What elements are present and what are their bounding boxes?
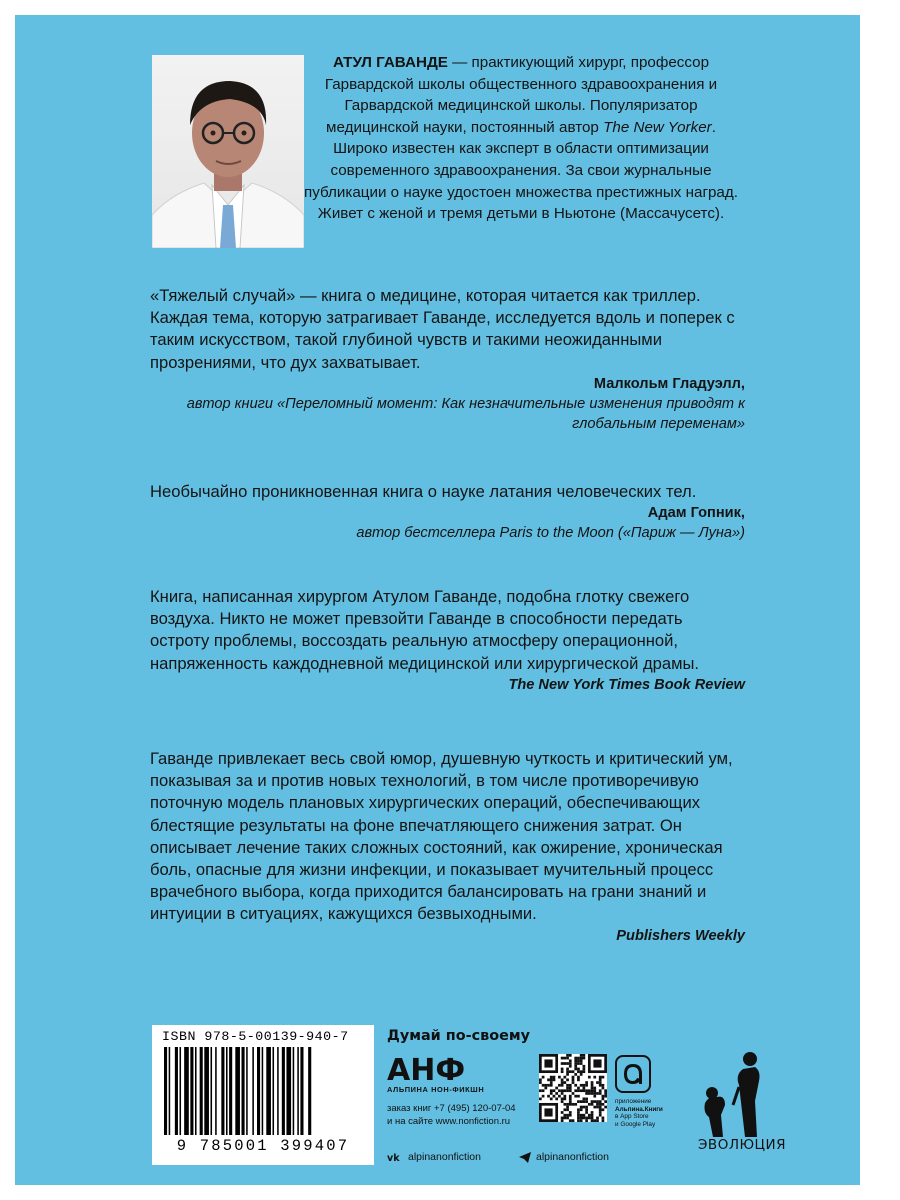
qr-module bbox=[539, 1089, 542, 1092]
qr-module bbox=[566, 1078, 569, 1081]
quote-attribution bbox=[150, 503, 745, 543]
qr-module bbox=[561, 1111, 564, 1114]
evolution-logo-icon bbox=[695, 1045, 789, 1137]
qr-module bbox=[561, 1078, 564, 1081]
author-bio bbox=[301, 52, 741, 225]
qr-module bbox=[569, 1065, 572, 1068]
qr-module bbox=[566, 1057, 569, 1060]
qr-module bbox=[604, 1092, 607, 1095]
qr-module bbox=[539, 1098, 542, 1101]
qr-module bbox=[593, 1089, 596, 1092]
qr-module bbox=[563, 1103, 566, 1106]
qr-module bbox=[604, 1100, 607, 1103]
qr-module bbox=[561, 1057, 564, 1060]
qr-module bbox=[574, 1062, 577, 1065]
qr-module bbox=[580, 1054, 583, 1057]
qr-module bbox=[599, 1089, 602, 1092]
qr-module bbox=[566, 1087, 569, 1090]
qr-module bbox=[599, 1092, 602, 1095]
qr-module bbox=[577, 1119, 580, 1122]
qr-module bbox=[583, 1098, 586, 1101]
qr-module bbox=[566, 1070, 569, 1073]
barcode-bar bbox=[229, 1047, 232, 1135]
barcode-bar bbox=[215, 1047, 217, 1135]
vk-icon bbox=[387, 1152, 403, 1162]
qr-module bbox=[561, 1100, 564, 1103]
qr-module bbox=[591, 1092, 594, 1095]
qr-module bbox=[596, 1117, 599, 1120]
barcode-bar bbox=[257, 1047, 260, 1135]
qr-module bbox=[580, 1106, 583, 1109]
qr-module bbox=[542, 1084, 545, 1087]
qr-module bbox=[602, 1087, 605, 1090]
qr-module bbox=[563, 1098, 566, 1101]
author-name: АТУЛ ГАВАНДЕ bbox=[332, 54, 448, 71]
qr-module bbox=[577, 1111, 580, 1114]
qr-module bbox=[563, 1089, 566, 1092]
qr-module bbox=[585, 1089, 588, 1092]
qr-module bbox=[580, 1100, 583, 1103]
qr-module bbox=[585, 1084, 588, 1087]
barcode-bar bbox=[235, 1047, 240, 1135]
qr-module bbox=[569, 1119, 572, 1122]
qr-module bbox=[569, 1054, 572, 1057]
qr-module bbox=[569, 1089, 572, 1092]
qr-module bbox=[561, 1068, 564, 1071]
barcode-bar bbox=[169, 1047, 171, 1135]
qr-module bbox=[580, 1059, 583, 1062]
qr-module bbox=[561, 1070, 564, 1073]
qr-module bbox=[572, 1092, 575, 1095]
qr-module bbox=[569, 1111, 572, 1114]
quote-source: The New York Times Book Review bbox=[508, 676, 745, 693]
publisher-logo bbox=[387, 1052, 497, 1084]
qr-module bbox=[542, 1095, 545, 1098]
qr-module bbox=[599, 1081, 602, 1084]
qr-module bbox=[561, 1117, 564, 1120]
qr-module bbox=[574, 1073, 577, 1076]
qr-module bbox=[553, 1089, 556, 1092]
qr-module bbox=[580, 1073, 583, 1076]
qr-module bbox=[569, 1084, 572, 1087]
qr-module bbox=[593, 1100, 596, 1103]
qr-module bbox=[596, 1081, 599, 1084]
isbn-number: ISBN 978-5-00139-940-7 bbox=[162, 1029, 349, 1044]
qr-module bbox=[591, 1087, 594, 1090]
qr-module bbox=[544, 1108, 552, 1116]
qr-module bbox=[574, 1084, 577, 1087]
qr-module bbox=[572, 1076, 575, 1079]
qr-module bbox=[602, 1084, 605, 1087]
quote-author-role: автор книги «Переломный момент: Как незначительные изменения приводят к глобальным переменам» bbox=[186, 395, 745, 432]
publisher-name: АЛЬПИНА НОН-ФИКШН bbox=[387, 1085, 485, 1094]
author-bio-text: — практикующий хирург, профессор Гарвардской школы общественного здравоохранения и Гарвардской медицинской школы. Популяризатор медицинской науки, постоянный автор bbox=[324, 54, 718, 136]
qr-module bbox=[561, 1089, 564, 1092]
order-phone: заказ книг +7 (495) 120-07-04 bbox=[387, 1103, 516, 1114]
qr-module bbox=[604, 1106, 607, 1109]
qr-module bbox=[563, 1081, 566, 1084]
qr-module bbox=[550, 1084, 553, 1087]
qr-module bbox=[602, 1119, 605, 1122]
quote-author: Малкольм Гладуэлл, bbox=[593, 375, 745, 392]
qr-module bbox=[585, 1100, 588, 1103]
qr-module bbox=[561, 1084, 564, 1087]
qr-module bbox=[599, 1103, 602, 1106]
qr-module bbox=[555, 1092, 558, 1095]
qr-module bbox=[602, 1095, 605, 1098]
qr-module bbox=[563, 1117, 566, 1120]
qr-module bbox=[588, 1076, 591, 1079]
qr-module bbox=[577, 1070, 580, 1073]
qr-module bbox=[566, 1054, 569, 1057]
review-quote-gopnik bbox=[150, 481, 745, 543]
qr-module bbox=[577, 1089, 580, 1092]
qr-module bbox=[599, 1111, 602, 1114]
qr-module bbox=[585, 1111, 588, 1114]
app-line: и Google Play bbox=[615, 1120, 656, 1128]
qr-module bbox=[550, 1076, 553, 1079]
barcode-bar bbox=[226, 1047, 228, 1135]
qr-module bbox=[574, 1057, 577, 1060]
qr-module bbox=[561, 1062, 564, 1065]
qr-module bbox=[585, 1098, 588, 1101]
barcode-bar bbox=[277, 1047, 279, 1135]
qr-module bbox=[547, 1078, 550, 1081]
qr-module bbox=[591, 1103, 594, 1106]
author-magazine: The New Yorker bbox=[603, 118, 712, 136]
qr-module bbox=[593, 1087, 596, 1090]
qr-module bbox=[577, 1068, 580, 1071]
qr-module bbox=[542, 1076, 545, 1079]
qr-module bbox=[569, 1062, 572, 1065]
qr-module bbox=[583, 1070, 586, 1073]
qr-module bbox=[585, 1081, 588, 1084]
qr-module bbox=[593, 1092, 596, 1095]
qr-module bbox=[583, 1084, 586, 1087]
qr-module bbox=[550, 1081, 553, 1084]
qr-module bbox=[544, 1084, 547, 1087]
qr-module bbox=[572, 1103, 575, 1106]
barcode-bar bbox=[282, 1047, 285, 1135]
qr-module bbox=[580, 1114, 583, 1117]
qr-module bbox=[580, 1070, 583, 1073]
qr-module bbox=[591, 1089, 594, 1092]
qr-module bbox=[583, 1100, 586, 1103]
vk-link[interactable] bbox=[387, 1151, 481, 1163]
publisher-logo-text: АНФ bbox=[387, 1053, 466, 1084]
qr-module bbox=[572, 1081, 575, 1084]
qr-module bbox=[593, 1106, 596, 1109]
author-portrait-illustration bbox=[152, 55, 304, 248]
book-back-cover bbox=[15, 15, 860, 1185]
app-line: в App Store bbox=[615, 1113, 649, 1121]
qr-module bbox=[591, 1111, 594, 1114]
qr-module bbox=[580, 1108, 583, 1111]
qr-module bbox=[577, 1100, 580, 1103]
qr-module bbox=[577, 1117, 580, 1120]
vk-handle: alpinanonfiction bbox=[408, 1151, 481, 1163]
qr-module bbox=[574, 1095, 577, 1098]
qr-module bbox=[574, 1059, 577, 1062]
qr-module bbox=[544, 1059, 552, 1067]
qr-module bbox=[563, 1095, 566, 1098]
app-line: приложение bbox=[615, 1098, 652, 1105]
qr-module bbox=[599, 1076, 602, 1079]
qr-module bbox=[566, 1068, 569, 1071]
quote-text: Необычайно проникновенная книга о науке латания человеческих тел. bbox=[150, 482, 697, 501]
svg-text:vk: vk bbox=[387, 1153, 400, 1162]
qr-module bbox=[585, 1117, 588, 1120]
qr-module bbox=[577, 1062, 580, 1065]
qr-module bbox=[558, 1089, 561, 1092]
barcode-bar bbox=[180, 1047, 182, 1135]
qr-module bbox=[572, 1119, 575, 1122]
qr-module bbox=[583, 1068, 586, 1071]
qr-module bbox=[572, 1070, 575, 1073]
qr-module bbox=[558, 1084, 561, 1087]
qr-module bbox=[593, 1095, 596, 1098]
qr-module bbox=[569, 1103, 572, 1106]
qr-module bbox=[580, 1062, 583, 1065]
qr-module bbox=[555, 1087, 558, 1090]
qr-module bbox=[550, 1078, 553, 1081]
order-website: и на сайте www.nonfiction.ru bbox=[387, 1115, 511, 1127]
qr-module bbox=[583, 1057, 586, 1060]
qr-module bbox=[599, 1114, 602, 1117]
barcode-bar bbox=[211, 1047, 213, 1135]
qr-module bbox=[593, 1119, 596, 1122]
qr-module bbox=[566, 1084, 569, 1087]
qr-module bbox=[563, 1057, 566, 1060]
qr-module bbox=[550, 1092, 553, 1095]
barcode-bar bbox=[164, 1047, 167, 1135]
qr-module bbox=[585, 1092, 588, 1095]
qr-module bbox=[580, 1119, 583, 1122]
qr-module bbox=[585, 1108, 588, 1111]
qr-module bbox=[569, 1098, 572, 1101]
qr-module bbox=[602, 1103, 605, 1106]
qr-module bbox=[569, 1095, 572, 1098]
qr-module bbox=[593, 1059, 601, 1067]
barcode-bar bbox=[184, 1047, 189, 1135]
qr-module bbox=[569, 1059, 572, 1062]
qr-module bbox=[580, 1084, 583, 1087]
review-quote-publishers-weekly bbox=[150, 748, 745, 946]
qr-module bbox=[583, 1054, 586, 1057]
barcode-bar bbox=[273, 1047, 275, 1135]
order-info bbox=[387, 1103, 516, 1128]
qr-module bbox=[599, 1106, 602, 1109]
qr-module bbox=[577, 1076, 580, 1079]
qr-module bbox=[569, 1100, 572, 1103]
qr-module bbox=[553, 1076, 556, 1079]
qr-module bbox=[580, 1057, 583, 1060]
qr-module bbox=[599, 1100, 602, 1103]
qr-module bbox=[591, 1081, 594, 1084]
quote-attribution bbox=[150, 926, 745, 946]
qr-module bbox=[588, 1103, 591, 1106]
qr-module bbox=[561, 1119, 564, 1122]
qr-module bbox=[604, 1095, 607, 1098]
qr-module bbox=[583, 1089, 586, 1092]
app-line: Альпина.Книги bbox=[615, 1105, 663, 1113]
ean-digits: 9 785001 399407 bbox=[176, 1137, 350, 1155]
barcode-bar bbox=[266, 1047, 271, 1135]
qr-module bbox=[583, 1065, 586, 1068]
qr-code[interactable] bbox=[539, 1054, 607, 1122]
barcode-bar bbox=[262, 1047, 264, 1135]
qr-module bbox=[599, 1084, 602, 1087]
quote-author-role: автор бестселлера Paris to the Moon («Париж — Луна») bbox=[356, 525, 745, 542]
qr-module bbox=[577, 1108, 580, 1111]
qr-module bbox=[596, 1106, 599, 1109]
qr-module bbox=[558, 1076, 561, 1079]
publisher-slogan: Думай по-своему bbox=[387, 1028, 530, 1044]
qr-module bbox=[566, 1062, 569, 1065]
qr-module bbox=[574, 1103, 577, 1106]
qr-module bbox=[591, 1100, 594, 1103]
qr-module bbox=[563, 1114, 566, 1117]
qr-module bbox=[577, 1059, 580, 1062]
quote-attribution bbox=[150, 374, 745, 434]
qr-module bbox=[588, 1114, 591, 1117]
qr-module bbox=[585, 1106, 588, 1109]
qr-module bbox=[566, 1089, 569, 1092]
series-name: ЭВОЛЮЦИЯ bbox=[698, 1137, 786, 1153]
barcode-bar bbox=[200, 1047, 203, 1135]
qr-module bbox=[569, 1114, 572, 1117]
qr-module bbox=[563, 1108, 566, 1111]
barcode-bar bbox=[308, 1047, 311, 1135]
qr-module bbox=[561, 1081, 564, 1084]
qr-module bbox=[602, 1117, 605, 1120]
qr-module bbox=[539, 1078, 542, 1081]
qr-module bbox=[569, 1070, 572, 1073]
quote-text: Книга, написанная хирургом Атулом Гаванде, подобна глотку свежего воздуха. Никто не может превзойти Гаванде в способности передать остроту проблемы, воссоздать реальную атмосферу операционной, напряженность каждодневной медицинской или хирургической драмы. bbox=[150, 587, 700, 673]
qr-module bbox=[563, 1062, 566, 1065]
qr-module bbox=[577, 1078, 580, 1081]
qr-module bbox=[542, 1089, 545, 1092]
barcode-bar bbox=[204, 1047, 209, 1135]
telegram-handle: alpinanonfiction bbox=[536, 1151, 609, 1163]
barcode-bar bbox=[293, 1047, 295, 1135]
qr-module bbox=[550, 1098, 553, 1101]
qr-module bbox=[588, 1089, 591, 1092]
qr-module bbox=[596, 1103, 599, 1106]
qr-module bbox=[566, 1073, 569, 1076]
telegram-icon bbox=[519, 1152, 531, 1163]
barcode-bar bbox=[252, 1047, 254, 1135]
qr-module bbox=[553, 1095, 556, 1098]
isbn-barcode bbox=[152, 1025, 374, 1165]
qr-module bbox=[593, 1076, 596, 1079]
review-quote-gladwell bbox=[150, 285, 745, 434]
barcode-bar bbox=[286, 1047, 291, 1135]
qr-module bbox=[561, 1098, 564, 1101]
qr-module bbox=[591, 1114, 594, 1117]
qr-module bbox=[550, 1089, 553, 1092]
qr-module bbox=[596, 1119, 599, 1122]
barcode-bar bbox=[300, 1047, 303, 1135]
qr-module bbox=[588, 1117, 591, 1120]
qr-module bbox=[583, 1106, 586, 1109]
quote-author: Адам Гопник, bbox=[647, 505, 745, 522]
qr-module bbox=[591, 1117, 594, 1120]
quote-text: Гаванде привлекает весь свой юмор, душевную чуткость и критический ум, показывая за и против новых технологий, в том числе противоречивую поточную модель плановых хирургических операций, обеспечивающих блестящие результаты на фоне впечатляющего снижения затрат. Он описывает лечение таких сложных состояний, как ожирение, хроническая боль, опасные для жизни инфекции, и показывает мучительный процесс врачебного выбора, когда приходится балансировать на грани знаний и интуиции в ситуациях, кажущихся безвыходными. bbox=[150, 749, 733, 924]
qr-module bbox=[591, 1119, 594, 1122]
qr-module bbox=[547, 1095, 550, 1098]
qr-module bbox=[558, 1095, 561, 1098]
qr-module bbox=[553, 1078, 556, 1081]
qr-module bbox=[602, 1098, 605, 1101]
qr-module bbox=[577, 1095, 580, 1098]
author-bio-text-end: . Широко известен как эксперт в области оптимизации современного здравоохранения. За свои журнальные публикации о науке удостоен множества престижных наград. Живет с женой и тремя детьми в Ньютоне (Массачусетс). bbox=[304, 118, 738, 223]
qr-module bbox=[588, 1092, 591, 1095]
qr-module bbox=[602, 1108, 605, 1111]
qr-module bbox=[574, 1065, 577, 1068]
qr-module bbox=[539, 1081, 542, 1084]
qr-module bbox=[577, 1087, 580, 1090]
app-icon[interactable] bbox=[615, 1055, 651, 1093]
qr-module bbox=[544, 1087, 547, 1090]
barcode-bar bbox=[221, 1047, 224, 1135]
qr-module bbox=[591, 1084, 594, 1087]
qr-module bbox=[563, 1076, 566, 1079]
qr-module bbox=[561, 1092, 564, 1095]
qr-module bbox=[583, 1117, 586, 1120]
qr-module bbox=[566, 1103, 569, 1106]
review-quote-nyt bbox=[150, 586, 745, 695]
barcode-bar bbox=[242, 1047, 245, 1135]
qr-module bbox=[599, 1078, 602, 1081]
qr-module bbox=[566, 1108, 569, 1111]
qr-module bbox=[577, 1057, 580, 1060]
app-caption bbox=[615, 1098, 663, 1128]
barcode-bar bbox=[190, 1047, 193, 1135]
quote-text: «Тяжелый случай» — книга о медицине, которая читается как триллер. Каждая тема, которую затрагивает Гаванде, исследуется вдоль и поперек с таким искусством, такой глубиной чувств и такими неожиданными прозрениями, что дух захватывает. bbox=[150, 286, 735, 372]
qr-module bbox=[580, 1089, 583, 1092]
qr-module bbox=[577, 1114, 580, 1117]
qr-module bbox=[547, 1084, 550, 1087]
qr-module bbox=[596, 1092, 599, 1095]
qr-module bbox=[596, 1100, 599, 1103]
barcode-bar bbox=[175, 1047, 178, 1135]
qr-module bbox=[604, 1089, 607, 1092]
barcode-bar bbox=[297, 1047, 299, 1135]
qr-module bbox=[555, 1098, 558, 1101]
qr-module bbox=[585, 1119, 588, 1122]
qr-module bbox=[583, 1087, 586, 1090]
barcode-bar bbox=[246, 1047, 248, 1135]
qr-module bbox=[566, 1106, 569, 1109]
qr-module bbox=[572, 1078, 575, 1081]
qr-module bbox=[602, 1076, 605, 1079]
barcode-bar bbox=[195, 1047, 197, 1135]
qr-module bbox=[599, 1108, 602, 1111]
qr-module bbox=[569, 1087, 572, 1090]
telegram-link[interactable] bbox=[519, 1151, 609, 1163]
qr-module bbox=[566, 1114, 569, 1117]
quote-attribution bbox=[150, 675, 745, 695]
qr-module bbox=[580, 1117, 583, 1120]
quote-source: Publishers Weekly bbox=[616, 927, 745, 944]
author-photo bbox=[152, 55, 304, 248]
qr-module bbox=[583, 1114, 586, 1117]
qr-module bbox=[566, 1117, 569, 1120]
qr-module bbox=[574, 1089, 577, 1092]
qr-module bbox=[574, 1068, 577, 1071]
